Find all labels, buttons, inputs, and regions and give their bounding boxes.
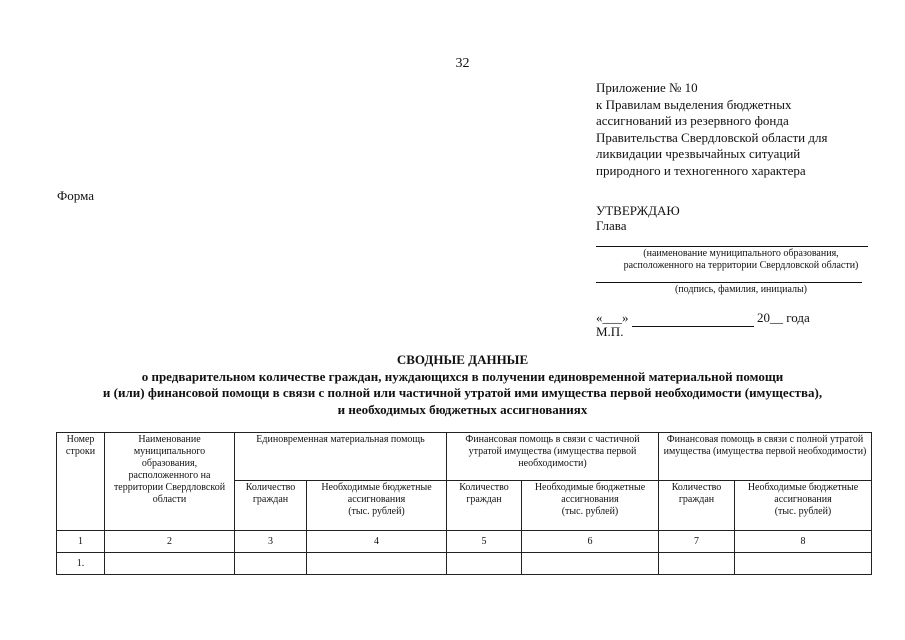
date-year: 20__ года bbox=[757, 310, 810, 325]
table-cell bbox=[307, 553, 447, 575]
appendix-line: Приложение № 10 bbox=[596, 80, 698, 95]
table-cell bbox=[105, 553, 235, 575]
column-number: 4 bbox=[307, 531, 447, 553]
header-count: Количество граждан bbox=[235, 481, 307, 531]
table-cell bbox=[447, 553, 522, 575]
approve-block bbox=[596, 203, 680, 233]
header-funds bbox=[307, 481, 447, 531]
title-line: и необходимых бюджетных ассигнованиях bbox=[337, 401, 588, 417]
column-number: 8 bbox=[735, 531, 872, 553]
header-funds-units: (тыс. рублей) bbox=[774, 506, 832, 517]
date-month-blank bbox=[632, 310, 754, 327]
header-funds bbox=[735, 481, 872, 531]
appendix-line: к Правилам выделения бюджетных bbox=[596, 96, 792, 112]
summary-table bbox=[56, 432, 872, 575]
header-municipality: Наименование муниципального образования, расположенного на территории Свердловской области bbox=[105, 433, 235, 531]
title-line: о предварительном количестве граждан, нуждающихся в получении единовременной материальной помощи bbox=[141, 368, 784, 384]
title-line: СВОДНЫЕ ДАННЫЕ bbox=[396, 352, 529, 367]
date-day: «___» bbox=[596, 310, 629, 325]
appendix-block bbox=[596, 80, 876, 179]
appendix-line: Правительства Свердловской области для bbox=[596, 129, 828, 145]
appendix-line: ликвидации чрезвычайных ситуаций bbox=[596, 146, 801, 161]
header-group-partial-loss: Финансовая помощь в связи с частичной утратой имущества (имущества первой необходимости) bbox=[447, 433, 659, 481]
header-funds-label: Необходимые бюджетные ассигнования bbox=[747, 482, 859, 505]
municipality-signature-line bbox=[596, 246, 868, 247]
municipality-caption-line: (наименование муниципального образования, bbox=[643, 248, 839, 259]
header-funds-label: Необходимые бюджетные ассигнования bbox=[321, 482, 432, 505]
table-cell bbox=[659, 553, 735, 575]
title-line: и (или) финансовой помощи в связи с полной или частичной утратой ими имущества первой необходимости (имущества), bbox=[102, 385, 823, 400]
header-row-number: Номер строки bbox=[57, 433, 105, 531]
header-group-material-aid: Единовременная материальная помощь bbox=[235, 433, 447, 481]
approve-heading: УТВЕРЖДАЮ bbox=[596, 203, 680, 218]
page-number: 32 bbox=[455, 56, 470, 71]
header-funds-units: (тыс. рублей) bbox=[561, 506, 619, 517]
column-number: 1 bbox=[57, 531, 105, 553]
column-number-row bbox=[57, 531, 872, 553]
header-count: Количество граждан bbox=[659, 481, 735, 531]
table-cell bbox=[735, 553, 872, 575]
municipality-caption bbox=[596, 248, 886, 272]
table-row bbox=[57, 553, 872, 575]
column-number: 3 bbox=[235, 531, 307, 553]
municipality-caption-line: расположенного на территории Свердловской области) bbox=[623, 260, 859, 271]
table-cell bbox=[522, 553, 659, 575]
date-line bbox=[596, 310, 810, 327]
appendix-line: ассигнований из резервного фонда bbox=[596, 113, 789, 128]
seal-label: М.П. bbox=[596, 324, 624, 339]
row-number: 1. bbox=[57, 553, 105, 575]
appendix-line: природного и техногенного характера bbox=[596, 162, 806, 178]
column-number: 2 bbox=[105, 531, 235, 553]
column-number: 5 bbox=[447, 531, 522, 553]
header-count: Количество граждан bbox=[447, 481, 522, 531]
column-number: 6 bbox=[522, 531, 659, 553]
header-funds-label: Необходимые бюджетные ассигнования bbox=[534, 482, 646, 505]
header-group-full-loss: Финансовая помощь в связи с полной утратой имущества (имущества первой необходимости) bbox=[659, 433, 872, 481]
signature-line bbox=[596, 282, 862, 283]
form-label: Форма bbox=[57, 188, 94, 203]
head-label: Глава bbox=[596, 218, 627, 233]
column-number: 7 bbox=[659, 531, 735, 553]
table-cell bbox=[235, 553, 307, 575]
header-funds-units: (тыс. рублей) bbox=[348, 506, 405, 517]
table-header-row bbox=[57, 433, 872, 481]
document-title bbox=[0, 352, 905, 418]
signature-caption: (подпись, фамилия, инициалы) bbox=[674, 284, 808, 295]
header-funds bbox=[522, 481, 659, 531]
